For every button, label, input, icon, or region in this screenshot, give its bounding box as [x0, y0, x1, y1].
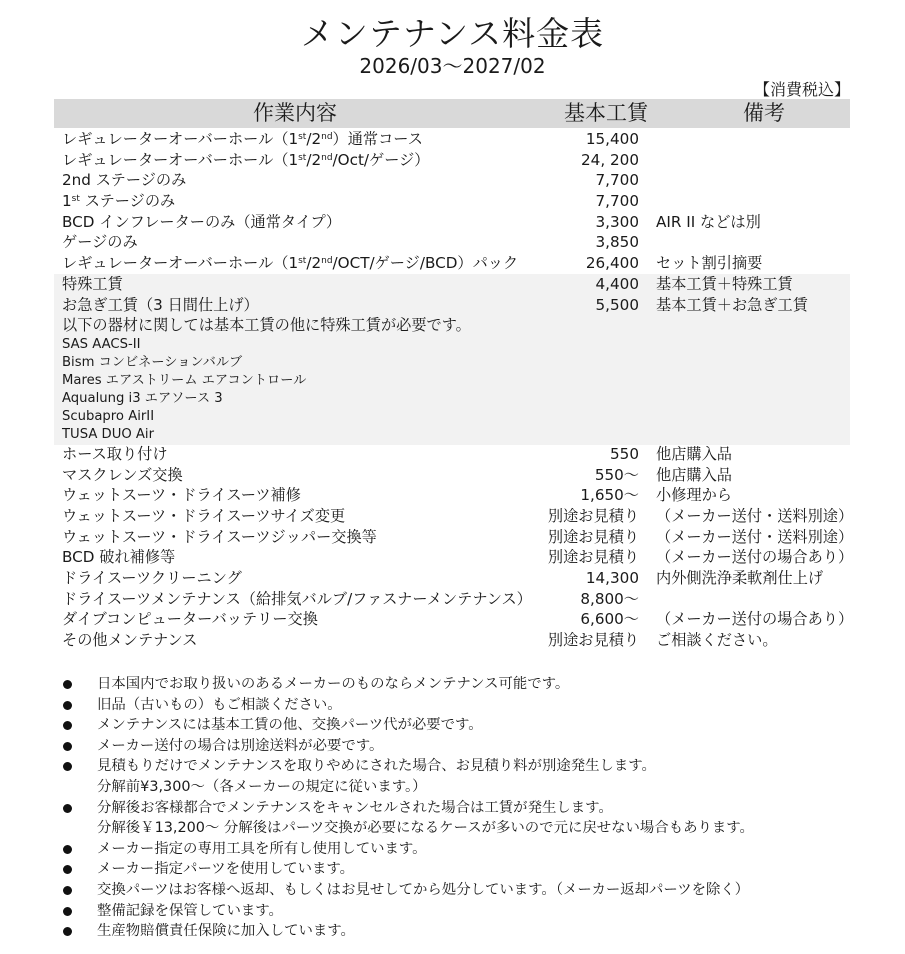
table-row — [0, 568, 905, 589]
price-cell: 14,300 — [585, 569, 639, 587]
bullet-icon — [63, 701, 72, 710]
table-row — [0, 485, 905, 506]
equipment-name: TUSA DUO Air — [62, 426, 155, 442]
table-row — [0, 274, 905, 295]
note-cell: 他店購入品 — [656, 465, 732, 484]
terms-item: 整備記録を保管しています。 — [0, 901, 905, 922]
work-cell: ホース取り付け — [62, 444, 168, 463]
price-cell: 別途お見積り — [547, 527, 639, 546]
table-row — [0, 170, 905, 191]
terms-item: メーカー指定パーツを使用しています。 — [0, 859, 905, 880]
terms-item: 旧品（古いもの）もご相談ください。 — [0, 695, 905, 716]
price-cell: 6,600～ — [580, 610, 639, 629]
price-table-body — [0, 129, 905, 651]
equipment-list-item — [0, 372, 905, 390]
page-title: メンテナンス料金表 — [300, 14, 605, 53]
note-cell: セット割引摘要 — [656, 254, 763, 273]
price-cell: 別途お見積り — [547, 631, 639, 650]
work-cell: BCD インフレーターのみ（通常タイプ） — [62, 212, 342, 231]
price-cell: 別途お見積り — [547, 506, 639, 525]
work-cell: ウェットスーツ・ドライスーツジッパー交換等 — [62, 527, 377, 546]
bullet-icon — [63, 721, 72, 730]
equipment-list-item — [0, 336, 905, 354]
terms-item: 分解後お客様都合でメンテナンスをキャンセルされた場合は工賃が発生します。 — [0, 798, 905, 819]
price-cell: 7,700 — [595, 192, 639, 211]
price-cell: 550～ — [594, 465, 639, 484]
table-row — [0, 547, 905, 568]
table-row — [0, 295, 905, 316]
bullet-icon — [63, 886, 72, 895]
note-cell: （メーカー送付の場合あり） — [656, 548, 854, 567]
price-cell: 550 — [610, 444, 639, 463]
bullet-icon — [63, 927, 72, 936]
bullet-icon — [63, 865, 72, 874]
work-cell: 1st ステージのみ — [62, 192, 176, 211]
note-cell: （メーカー送付・送料別途） — [656, 506, 854, 525]
column-header-work: 作業内容 — [253, 101, 337, 125]
table-header — [54, 99, 850, 128]
equipment-name: Scubapro AirII — [62, 408, 155, 424]
work-cell: 2nd ステージのみ — [62, 171, 187, 190]
work-cell: ダイブコンピューターバッテリー交換 — [62, 610, 318, 629]
work-cell: レギュレーターオーバーホール（1st/2nd/Oct/ゲージ） — [62, 150, 430, 169]
note-cell: ご相談ください。 — [656, 631, 778, 650]
table-row — [0, 232, 905, 253]
work-cell: ドライスーツクリーニング — [62, 569, 242, 587]
price-cell: 26,400 — [585, 254, 639, 273]
note-cell: 基本工賃＋お急ぎ工賃 — [656, 295, 808, 314]
table-row — [0, 609, 905, 630]
table-row — [0, 444, 905, 465]
note-cell: （メーカー送付の場合あり） — [656, 610, 854, 629]
work-cell: 特殊工賃 — [62, 274, 123, 293]
note-cell: 小修理から — [656, 486, 732, 505]
equipment-name: Mares エアストリーム エアコントロール — [62, 372, 307, 388]
terms-item-continuation: 分解前¥3,300～（各メーカーの規定に従います。） — [97, 778, 427, 795]
price-cell: 24, 200 — [581, 150, 639, 169]
work-cell: BCD 破れ補修等 — [62, 548, 176, 567]
equipment-name: Aqualung i3 エアソース 3 — [62, 390, 223, 406]
price-cell: 8,800～ — [580, 589, 639, 608]
table-row — [0, 527, 905, 548]
equipment-list-item — [0, 354, 905, 372]
note-cell: （メーカー送付・送料別途） — [656, 527, 854, 546]
table-row — [0, 212, 905, 233]
work-cell: お急ぎ工賃（3 日間仕上げ） — [62, 295, 259, 314]
bullet-icon — [63, 680, 72, 689]
terms-item: メーカー送付の場合は別途送料が必要です。 — [0, 736, 905, 757]
work-cell: マスクレンズ交換 — [62, 465, 183, 484]
table-row — [0, 315, 905, 336]
table-row — [0, 129, 905, 150]
terms-item: メンテナンスには基本工賃の他、交換パーツ代が必要です。 — [0, 715, 905, 736]
terms-item-continuation: 分解後￥13,200～ 分解後はパーツ交換が必要になるケースが多いので元に戻せない場合もあります。 — [97, 820, 754, 837]
price-cell: 15,400 — [585, 130, 639, 148]
table-row — [0, 465, 905, 486]
terms-item: 生産物賠償責任保険に加入しています。 — [0, 921, 905, 942]
terms-item: 交換パーツはお客様へ返却、もしくはお見せしてから処分しています。（メーカー返却パーツを除く） — [0, 880, 905, 901]
bullet-icon — [63, 742, 72, 751]
bullet-icon — [63, 907, 72, 916]
work-cell: ウェットスーツ・ドライスーツ補修 — [62, 486, 301, 505]
price-cell: 7,700 — [595, 171, 639, 190]
equipment-list-item — [0, 408, 905, 426]
terms-list — [0, 674, 905, 942]
equipment-list-item — [0, 390, 905, 408]
work-cell: 以下の器材に関しては基本工賃の他に特殊工賃が必要です。 — [62, 316, 471, 335]
price-cell: 1,650～ — [580, 486, 639, 505]
equipment-name: SAS AACS-II — [62, 336, 141, 352]
validity-period: 2026/03～2027/02 — [359, 54, 546, 78]
terms-item: 日本国内でお取り扱いのあるメーカーのものならメンテナンス可能です。 — [0, 674, 905, 695]
price-cell: 5,500 — [595, 295, 639, 314]
note-cell: 基本工賃＋特殊工賃 — [656, 274, 793, 293]
price-cell: 別途お見積り — [547, 548, 639, 567]
work-cell: レギュレーターオーバーホール（1st/2nd）通常コース — [62, 130, 423, 148]
work-cell: ウェットスーツ・ドライスーツサイズ変更 — [62, 506, 346, 525]
column-header-price: 基本工賃 — [564, 101, 648, 125]
work-cell: ゲージのみ — [62, 233, 138, 252]
price-cell: 4,400 — [595, 274, 639, 293]
tax-included-note: 【消費税込】 — [753, 80, 850, 99]
bullet-icon — [63, 762, 72, 771]
price-cell: 3,300 — [595, 212, 639, 231]
work-cell: ドライスーツメンテナンス（給排気バルブ/ファスナーメンテナンス） — [62, 589, 532, 608]
price-cell: 3,850 — [595, 233, 639, 252]
table-row — [0, 506, 905, 527]
table-row — [0, 630, 905, 651]
note-cell: AIR II などは別 — [656, 212, 761, 231]
table-row — [0, 191, 905, 212]
work-cell: レギュレーターオーバーホール（1st/2nd/OCT/ゲージ/BCD）パック — [62, 254, 519, 273]
table-row — [0, 253, 905, 274]
note-cell: 内外側洗浄柔軟剤仕上げ — [656, 569, 824, 587]
table-row — [0, 589, 905, 610]
terms-item: メーカー指定の専用工具を所有し使用しています。 — [0, 839, 905, 860]
bullet-icon — [63, 845, 72, 854]
bullet-icon — [63, 804, 72, 813]
work-cell: その他メンテナンス — [62, 631, 198, 650]
table-row — [0, 150, 905, 171]
column-header-note: 備考 — [743, 101, 785, 125]
terms-item: 見積もりだけでメンテナンスを取りやめにされた場合、お見積り料が別途発生します。 — [0, 756, 905, 777]
equipment-name: Bism コンビネーションバルブ — [62, 354, 243, 370]
equipment-list-item — [0, 426, 905, 444]
note-cell: 他店購入品 — [656, 444, 732, 463]
